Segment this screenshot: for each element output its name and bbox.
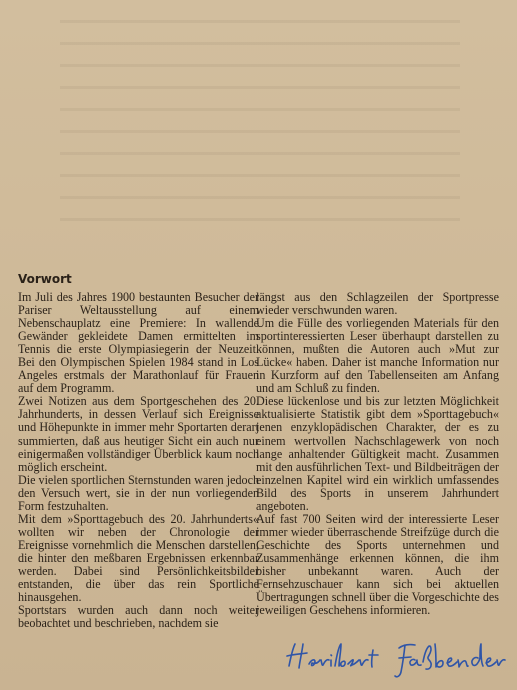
paragraph: Um die Fülle des vorliegenden Materials für den sportinteressierten Leser überhaupt darstellen zu können, mußten die Autoren auch »Mut zur Lücke« haben. Daher ist manche Information nur in Kurzform auf den Tabellenseiten am Anfang und am Schluß zu finden. — [256, 316, 499, 396]
paragraph: Auf fast 700 Seiten wird der interessierte Leser immer wieder überraschende Streifzüge durch die Geschichte des Sports unternehmen und Zusammenhänge erkennen können, die ihm bisher unbekannt waren. Auch der Fernsehzuschauer kann sich bei aktuellen Übertragungen schnell über die Vorgeschichte des jeweiligen Geschehens informieren. — [256, 511, 499, 618]
paragraph: Diese lückenlose und bis zur letzten Möglichkeit aktualisierte Statistik gibt dem »Sporttagebuch« jenen enzyklopädischen Charakter, der es zu einem wertvollen Nachschlagewerk von noch lange anhaltender Gültigkeit macht. Zusammen mit den ausführlichen Text- und Bildbeiträgen der einzelnen Kapitel wird ein wirklich umfassendes Bild des Sports in unserem Jahrhundert angeboten. — [256, 394, 499, 513]
paragraph: Sportstars wurden auch dann noch weiter beobachtet und beschrieben, nachdem sie — [18, 603, 259, 631]
text-column-right — [256, 291, 499, 617]
handwritten-signature — [285, 636, 507, 680]
paragraph: Zwei Notizen aus dem Sportgeschehen des 20. Jahrhunderts, in dessen Verlauf sich Ereignisse und Höhepunkte in immer mehr Sportarten derart summierten, daß aus heutiger Sicht ein auch nur einigermaßen vollständiger Überblick kaum noch möglich erscheint. — [18, 394, 259, 474]
paragraph: längst aus den Schlagzeilen der Sportpresse wieder verschwunden waren. — [256, 290, 499, 318]
paragraph: Mit dem »Sporttagebuch des 20. Jahrhunderts« wollten wir neben der Chronologie der Ereignisse vornehmlich die Menschen darstellen, die hinter den meßbaren Ergebnissen erkennbar werden. Dabei sind Persönlichkeitsbilder entstanden, die über das rein Sportliche hinausgehen. — [18, 511, 259, 605]
section-heading: Vorwort — [18, 272, 72, 286]
show-through-text — [60, 20, 460, 240]
text-column-left — [18, 291, 259, 630]
paragraph: Im Juli des Jahres 1900 bestaunten Besucher der Pariser Weltausstellung auf einem Nebenschauplatz eine Premiere: In wallende Gewänder gekleidete Damen ermittelten im Tennis die erste Olympiasiegerin der Neuzeit. Bei den Olympischen Spielen 1984 stand in Los Angeles erstmals der Marathonlauf für Frauen auf dem Programm. — [18, 290, 259, 396]
paragraph: Die vielen sportlichen Sternstunden waren jedoch den Versuch wert, sie in der nun vorliegenden Form festzuhalten. — [18, 472, 259, 513]
